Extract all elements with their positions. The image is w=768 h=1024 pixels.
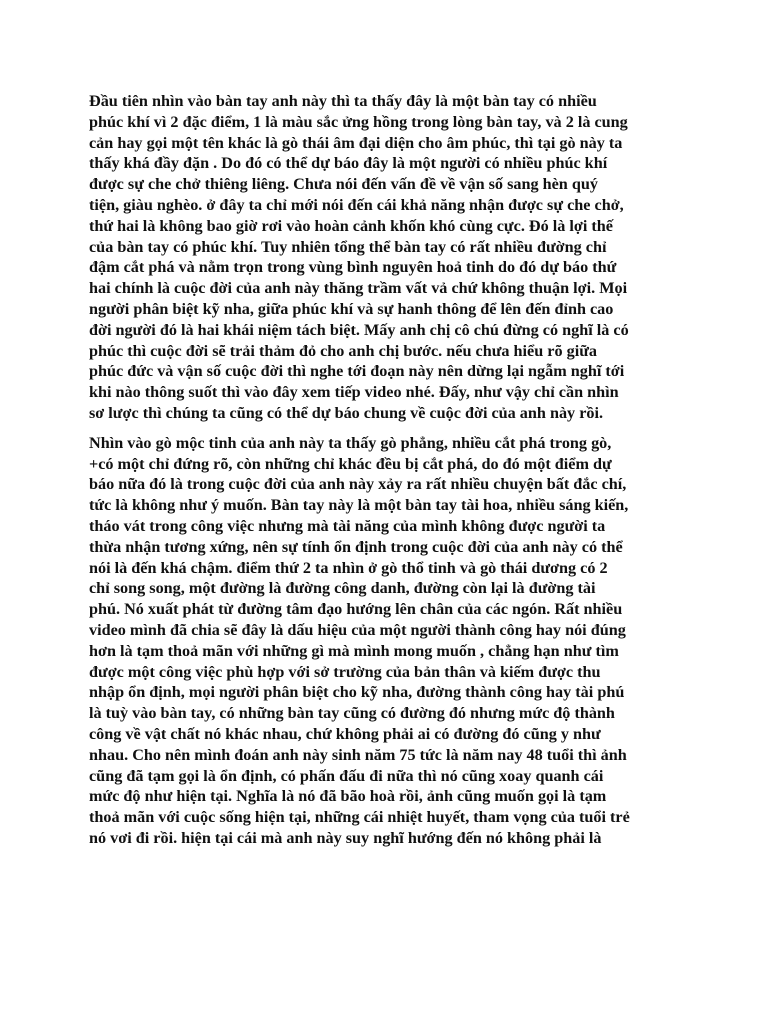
text-line: đời người đó là hai khái niệm tách biệt. Mấy anh chị cô chú đừng có nghĩ là có — [89, 320, 629, 339]
text-line: nhập ổn định, mọi người phân biệt cho kỹ nha, đường thành công hay tài phú — [89, 683, 625, 702]
text-line: của bàn tay có phúc khí. Tuy nhiên tổng thể bàn tay có rất nhiều đường chỉ — [89, 237, 607, 256]
text-line: báo nữa đó là trong cuộc đời của anh này xảy ra rất nhiều chuyện bất đắc chí, — [89, 475, 627, 494]
text-line: video mình đã chia sẽ đây là dấu hiệu của một người thành công hay nói đúng — [89, 620, 626, 639]
text-line: mức độ như hiện tại. Nghĩa là nó đã bão hoà rồi, ảnh cũng muốn gọi là tạm — [89, 787, 607, 806]
text-line: phúc thì cuộc đời sẽ trải thảm đỏ cho anh chị bước. nếu chưa hiểu rõ giữa — [89, 341, 598, 360]
text-line: Đầu tiên nhìn vào bàn tay anh này thì ta thấy đây là một bàn tay có nhiều — [89, 92, 597, 110]
text-line: cũng đã tạm gọi là ổn định, có phấn đấu đi nữa thì nó cũng xoay quanh cái — [89, 766, 604, 785]
text-line: nói là đến khá chậm. điểm thứ 2 ta nhìn ở gò thổ tinh và gò thái dương có 2 — [89, 558, 608, 577]
text-line: thoả mãn với cuộc sống hiện tại, những cái nhiệt huyết, tham vọng của tuổi trẻ — [89, 808, 630, 827]
text-line: chỉ song song, một đường là đường công danh, đường còn lại là đường tài — [89, 579, 596, 598]
text-line: hai chính là cuộc đời của anh này thăng trầm vất vả chứ không thuận lợi. Mọi — [89, 279, 628, 298]
text-line: cản hay gọi một tên khác là gò thái âm đại diện cho âm phúc, thì tại gò này ta — [89, 133, 623, 152]
text-line: phúc đức và vận số cuộc đời thì nghe tới đoạn này nên dừng lại ngẫm nghĩ tới — [89, 362, 625, 381]
text-line: Nhìn vào gò mộc tinh của anh này ta thấy gò phẳng, nhiều cắt phá trong gò, — [89, 433, 612, 452]
text-line: thứ hai là không bao giờ rơi vào hoàn cảnh khốn khó cùng cực. Đó là lợi thế — [89, 216, 613, 235]
text-line: sơ lược thì chúng ta cũng có thể dự báo chung về cuộc đời của anh này rồi. — [89, 403, 604, 422]
text-line: thừa nhận tương xứng, nên sự tính ổn định trong cuộc đời của anh này có thể — [89, 537, 623, 556]
text-line: đậm cắt phá và nằm trọn trong vùng bình nguyên hoả tinh do đó dự báo thứ — [89, 258, 617, 277]
text-line: người phân biệt kỹ nha, giữa phúc khí và sự hanh thông để lên đến đỉnh cao — [89, 299, 614, 318]
paragraph-2 — [89, 433, 685, 849]
text-line: là tuỳ vào bàn tay, có những bàn tay cũng có đường đó nhưng mức độ thành — [89, 704, 615, 723]
text-line: phúc khí vì 2 đặc điểm, 1 là màu sắc ửng hồng trong lòng bàn tay, và 2 là cung — [89, 112, 628, 131]
text-line: được sự che chở thiêng liêng. Chưa nói đến vấn đề về vận số sang hèn quý — [89, 175, 598, 194]
text-line: tiện, giàu nghèo. ở đây ta chỉ mới nói đến cái khả năng nhận được sự che chở, — [89, 195, 624, 214]
text-line: nhau. Cho nên mình đoán anh này sinh năm 75 tức là năm nay 48 tuổi thì ảnh — [89, 745, 627, 764]
text-line: tức là không như ý muốn. Bàn tay này là một bàn tay tài hoa, nhiều sáng kiến, — [89, 496, 629, 515]
text-line: khi nào thông suốt thì vào đây xem tiếp video nhé. Đấy, như vậy chỉ cần nhìn — [89, 383, 619, 402]
paragraph-1 — [89, 91, 685, 424]
text-line: nó vơi đi rồi. hiện tại cái mà anh này suy nghĩ hướng đến nó không phải là — [89, 828, 602, 847]
text-line: thấy khá đầy đặn . Do đó có thể dự báo đây là một người có nhiều phúc khí — [89, 154, 608, 173]
text-line: +có một chỉ đứng rõ, còn những chỉ khác đều bị cắt phá, do đó một điểm dự — [89, 454, 612, 473]
text-line: hơn là tạm thoả mãn với những gì mà mình mong muốn , chẳng hạn như tìm — [89, 641, 619, 660]
text-line: tháo vát trong công việc nhưng mà tài năng của mình không được người ta — [89, 516, 606, 535]
document-body — [89, 91, 685, 849]
text-line: được một công việc phù hợp với sở trường của bản thân và kiếm được thu — [89, 662, 601, 681]
text-line: công về vật chất nó khác nhau, chứ không phải ai có đường đó cũng y như — [89, 724, 601, 743]
text-line: phú. Nó xuất phát từ đường tâm đạo hướng lên chân của các ngón. Rất nhiều — [89, 600, 623, 619]
